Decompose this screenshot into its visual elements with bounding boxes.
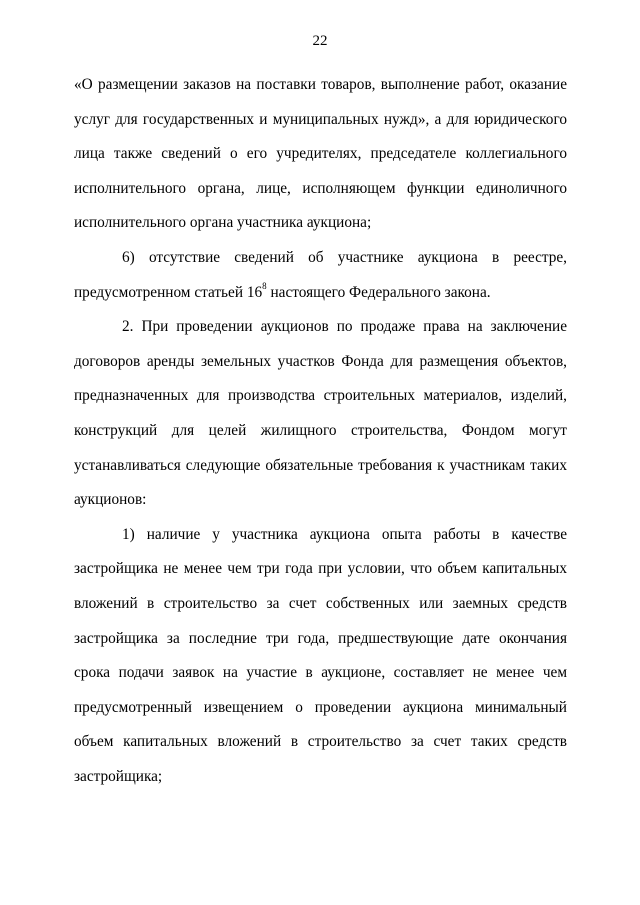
- paragraph-item-6: [74, 241, 567, 310]
- paragraph-item-1: [74, 518, 567, 795]
- page-number: 22: [312, 33, 328, 49]
- document-body: [74, 68, 567, 794]
- paragraph-text: «О размещении заказов на поставки товаров, выполнение работ, оказание услуг для государственных и муниципальных нужд», а для юридического лица также сведений о его учредителях, председателе коллегиального исполнительного органа, лице, исполняющем функции единоличного исполнительного органа участника аукциона;: [74, 76, 567, 232]
- paragraph-continuation: [74, 68, 567, 241]
- paragraph-text: 6) отсутствие сведений об участнике аукциона в реестре, предусмотренном статьей 16: [74, 248, 567, 301]
- paragraph-text: 1) наличие у участника аукциона опыта работы в качестве застройщика не менее чем три года при условии, что объем капитальных вложений в строительство за счет собственных или заемных средств застройщика за последние три года, предшествующие дате окончания срока подачи заявок на участие в аукционе, составляет не менее чем предусмотренный извещением о проведении аукциона минимальный объем капитальных вложений в строительство за счет таких средств застройщика;: [74, 525, 567, 785]
- superscript: 8: [262, 281, 267, 292]
- paragraph-text: настоящего Федерального закона.: [266, 283, 491, 301]
- paragraph-text: 2. При проведении аукционов по продаже права на заключение договоров аренды земельных участков Фонда для размещения объектов, предназначенных для производства строительных материалов, изделий, конструкций для целей жилищного строительства, Фондом могут устанавливаться следующие обязательные требования к участникам таких аукционов:: [74, 318, 567, 509]
- paragraph-section-2: [74, 310, 567, 518]
